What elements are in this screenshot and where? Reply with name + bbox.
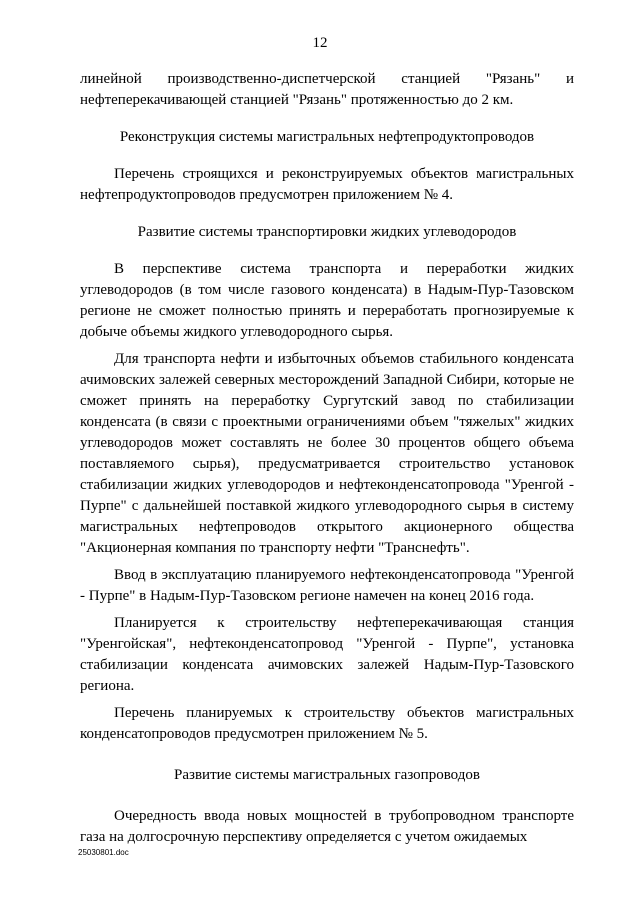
paragraph-oil-products-list: Перечень строящихся и реконструируемых объектов магистральных нефтепродуктопроводов предусмотрен приложением № 4.: [80, 166, 574, 203]
document-body: [80, 69, 574, 848]
paragraph-liquid-planned: Планируется к строительству нефтеперекачивающая станция "Уренгойская", нефтеконденсатопровод "Уренгой - Пурпе", установка стабилизации конденсата ачимовских залежей Надым-Пур-Тазовского региона.: [80, 615, 574, 694]
paragraph-liquid-commissioning: Ввод в эксплуатацию планируемого нефтеконденсатопровода "Уренгой - Пурпе" в Надым-Пур-Тазовском регионе намечен на конец 2016 года.: [80, 567, 574, 604]
heading-liquid-hydrocarbons: Развитие системы транспортировки жидких углеводородов: [137, 224, 517, 240]
heading-gas-pipelines: Развитие системы магистральных газопроводов: [174, 767, 480, 783]
paragraph-liquid-outlook: В перспективе система транспорта и переработки жидких углеводородов (в том числе газового конденсата) в Надым-Пур-Тазовском регионе не сможет полностью принять и переработать прогнозируемые к добыче объемы жидкого углеводородного сырья.: [80, 261, 574, 340]
page-number: 12: [312, 35, 328, 51]
paragraph-liquid-transport: Для транспорта нефти и избыточных объемов стабильного конденсата ачимовских залежей северных месторождений Западной Сибири, которые не сможет принять на переработку Сургутский завод по стабилизации конденсата (в связи с проектными ограничениями объем "тяжелых" жидких углеводородов может составлять не более 30 процентов общего объема поставляемого сырья), предусматривается строительство установок стабилизации жидких углеводородов и нефтеконденсатопровода "Уренгой - Пурпе" с дальнейшей поставкой жидкого углеводородного сырья в систему магистральных нефтепроводов открытого акционерного общества "Акционерная компания по транспорту нефти "Транснефть".: [80, 351, 574, 556]
paragraph-liquid-list: Перечень планируемых к строительству объектов магистральных конденсатопроводов предусмотрен приложением № 5.: [80, 705, 574, 742]
heading-oil-products-pipelines: Реконструкция системы магистральных нефтепродуктопроводов: [119, 129, 535, 145]
footer-filename: 25030801.doc: [78, 848, 129, 857]
paragraph-intro: линейной производственно-диспетчерской станцией "Рязань" и нефтеперекачивающей станцией "Рязань" протяженностью до 2 км.: [80, 71, 574, 108]
paragraph-gas-priority: Очередность ввода новых мощностей в трубопроводном транспорте газа на долгосрочную перспективу определяется с учетом ожидаемых: [80, 808, 574, 845]
